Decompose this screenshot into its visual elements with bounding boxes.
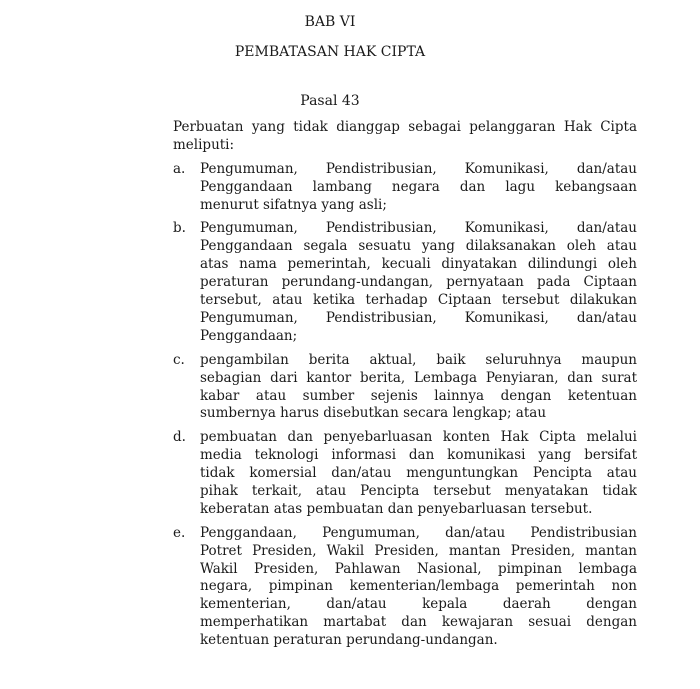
article-body [173, 119, 637, 650]
chapter-title: PEMBATASAN HAK CIPTA [234, 44, 426, 60]
text-line: pengambilan berita aktual, baik seluruhnya maupun [200, 351, 637, 368]
list-item-letter: c. [173, 351, 185, 368]
text-line: Potret Presiden, Wakil Presiden, mantan Presiden, mantan [200, 542, 637, 559]
text-line: sebagian dari kantor berita, Lembaga Penyiaran, dan surat [200, 369, 637, 386]
text-line: menurut sifatnya yang asli; [200, 196, 387, 213]
text-line: Penggandaan, Pengumuman, dan/atau Pendistribusian [200, 524, 637, 541]
text-line: Penggandaan segala sesuatu yang dilaksanakan oleh atau [200, 238, 637, 255]
text-line: Pengumuman, Pendistribusian, Komunikasi, dan/atau [200, 309, 637, 326]
text-line: Penggandaan lambang negara dan lagu kebangsaan [200, 178, 637, 195]
text-line: atas nama pemerintah, kecuali dinyatakan dilindungi oleh [200, 256, 637, 273]
list-item [173, 220, 637, 345]
list-item-letter: a. [173, 160, 186, 177]
text-line: sumbernya harus disebutkan secara lengkap; atau [200, 405, 547, 422]
intro-paragraph [173, 119, 637, 155]
text-line: media teknologi informasi dan komunikasi yang bersifat [200, 447, 637, 464]
text-line: Wakil Presiden, Pahlawan Nasional, pimpinan lembaga [200, 560, 637, 577]
list-item-letter: d. [173, 429, 186, 446]
list-item [173, 161, 637, 215]
text-line: memperhatikan martabat dan kewajaran sesuai dengan [200, 614, 637, 631]
text-line: kabar atau sumber sejenis lainnya dengan ketentuan [200, 387, 637, 404]
list-item [173, 352, 637, 424]
list-item [173, 525, 637, 650]
text-line: peraturan perundang-undangan, pernyataan pada Ciptaan [200, 274, 637, 291]
text-line: Perbuatan yang tidak dianggap sebagai pelanggaran Hak Cipta [173, 119, 637, 135]
text-line: Pengumuman, Pendistribusian, Komunikasi, dan/atau [200, 220, 637, 237]
chapter-heading: BAB VI [304, 14, 356, 30]
text-line: Pengumuman, Pendistribusian, Komunikasi, dan/atau [200, 160, 637, 177]
text-line: pembuatan dan penyebarluasan konten Hak Cipta melalui [200, 429, 637, 446]
text-line: keberatan atas pembuatan dan penyebarluasan tersebut. [200, 500, 593, 517]
text-line: kementerian, dan/atau kepala daerah dengan [200, 596, 637, 613]
list-item-letter: b. [173, 220, 186, 237]
item-list [173, 161, 637, 650]
text-line: tidak komersial dan/atau menguntungkan Pencipta atau [200, 465, 637, 482]
text-line: Penggandaan; [200, 327, 298, 344]
list-item [173, 429, 637, 518]
article-heading: Pasal 43 [300, 93, 360, 109]
list-item-letter: e. [173, 524, 186, 541]
text-line: negara, pimpinan kementerian/lembaga pemerintah non [200, 578, 637, 595]
text-line: pihak terkait, atau Pencipta tersebut menyatakan tidak [200, 482, 637, 499]
text-line: ketentuan peraturan perundang-undangan. [200, 632, 498, 649]
text-line: tersebut, atau ketika terhadap Ciptaan tersebut dilakukan [200, 292, 637, 309]
text-line: meliputi: [173, 136, 235, 153]
